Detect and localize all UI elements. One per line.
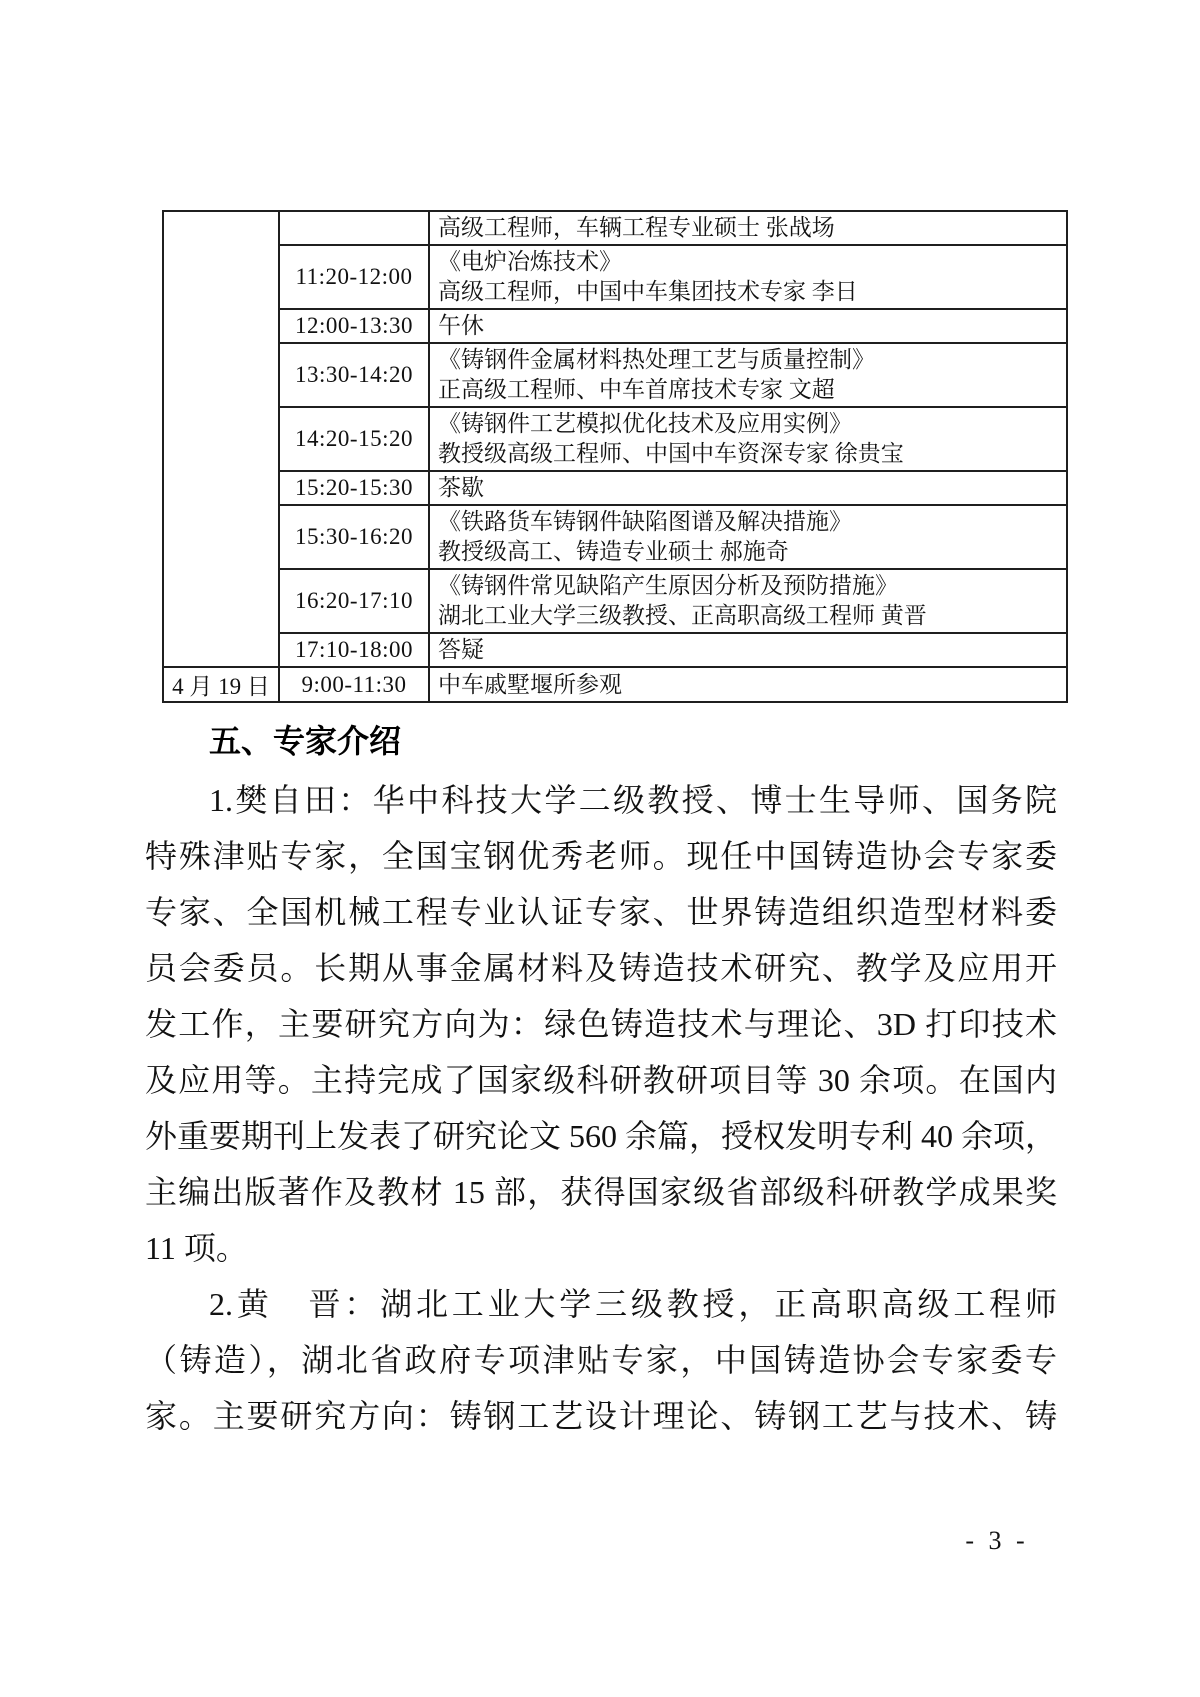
paragraph-line: 特殊津贴专家，全国宝钢优秀老师。现任中国铸造协会专家委 [145, 838, 1057, 874]
session-cell [429, 407, 1067, 471]
session-line: 茶歇 [438, 475, 484, 500]
session-line: 高级工程师，中国中车集团技术专家 李日 [438, 279, 858, 304]
session-line: 答疑 [438, 637, 484, 662]
session-cell [429, 667, 1067, 702]
session-line: 正高级工程师、中车首席技术专家 文超 [438, 377, 835, 402]
session-line: 《铸钢件常见缺陷产生原因分析及预防措施》 [438, 573, 898, 598]
schedule-row [163, 667, 1067, 702]
paragraph-line: （铸造），湖北省政府专项津贴专家，中国铸造协会专家委专 [145, 1342, 1057, 1378]
session-line: 教授级高级工程师、中国中车资深专家 徐贵宝 [438, 441, 904, 466]
session-cell [429, 245, 1067, 309]
paragraph-line: 外重要期刊上发表了研究论文 560 余篇，授权发明专利 40 余项， [145, 1118, 1058, 1154]
session-cell [429, 633, 1067, 667]
date-cell-continued [163, 211, 279, 667]
session-line: 教授级高工、铸造专业硕士 郝施奇 [438, 539, 789, 564]
schedule-row [163, 211, 1067, 245]
page-number: - 3 - [965, 1526, 1029, 1555]
session-line: 中车戚墅堰所参观 [438, 671, 622, 697]
session-line: 《电炉冶炼技术》 [438, 249, 622, 274]
schedule-row [163, 569, 1067, 633]
section-heading: 五、专家介绍 [209, 723, 402, 759]
paragraph-line: 家。主要研究方向：铸钢工艺设计理论、铸钢工艺与技术、铸 [145, 1398, 1057, 1434]
time-cell: 15:20-15:30 [279, 471, 429, 505]
expert-bio-paragraph-2 [145, 1276, 1057, 1444]
session-cell [429, 211, 1067, 245]
paragraph-line: 主编出版著作及教材 15 部，获得国家级省部级科研教学成果奖 [145, 1174, 1057, 1210]
session-line: 高级工程师，车辆工程专业硕士 张战场 [438, 215, 835, 240]
paragraph-line: 及应用等。主持完成了国家级科研教研项目等 30 余项。在国内 [145, 1062, 1057, 1098]
schedule-row [163, 505, 1067, 569]
schedule-row [163, 245, 1067, 309]
schedule-row [163, 343, 1067, 407]
paragraph-line: 2.黄 晋：湖北工业大学三级教授，正高职高级工程师 [209, 1286, 1057, 1322]
time-cell: 12:00-13:30 [279, 309, 429, 343]
time-cell: 13:30-14:20 [279, 343, 429, 407]
date-cell: 4 月 19 日 [163, 667, 279, 702]
time-cell: 15:30-16:20 [279, 505, 429, 569]
paragraph-line: 11 项。 [145, 1230, 248, 1266]
expert-bio-paragraph-1 [145, 772, 1057, 1276]
session-cell [429, 569, 1067, 633]
session-line: 《铸钢件工艺模拟优化技术及应用实例》 [438, 411, 852, 436]
schedule-table [162, 210, 1068, 703]
paragraph-line: 1.樊自田：华中科技大学二级教授、博士生导师、国务院 [209, 782, 1057, 818]
schedule-row [163, 407, 1067, 471]
time-cell: 17:10-18:00 [279, 633, 429, 667]
time-cell: 14:20-15:20 [279, 407, 429, 471]
schedule-row [163, 309, 1067, 343]
paragraph-line: 发工作，主要研究方向为：绿色铸造技术与理论、3D 打印技术 [145, 1006, 1057, 1042]
session-cell [429, 471, 1067, 505]
session-cell [429, 505, 1067, 569]
schedule-row [163, 471, 1067, 505]
session-line: 午休 [438, 313, 484, 338]
session-cell [429, 309, 1067, 343]
session-line: 《铁路货车铸钢件缺陷图谱及解决措施》 [438, 509, 852, 534]
paragraph-line: 专家、全国机械工程专业认证专家、世界铸造组织造型材料委 [145, 894, 1057, 930]
time-cell: 16:20-17:10 [279, 569, 429, 633]
time-cell: 9:00-11:30 [279, 667, 429, 702]
paragraph-line: 员会委员。长期从事金属材料及铸造技术研究、教学及应用开 [145, 950, 1057, 986]
session-line: 《铸钢件金属材料热处理工艺与质量控制》 [438, 347, 875, 372]
time-cell [279, 211, 429, 245]
session-cell [429, 343, 1067, 407]
session-line: 湖北工业大学三级教授、正高职高级工程师 黄晋 [438, 603, 927, 628]
time-cell: 11:20-12:00 [279, 245, 429, 309]
schedule-row [163, 633, 1067, 667]
schedule-table-body [163, 211, 1067, 702]
